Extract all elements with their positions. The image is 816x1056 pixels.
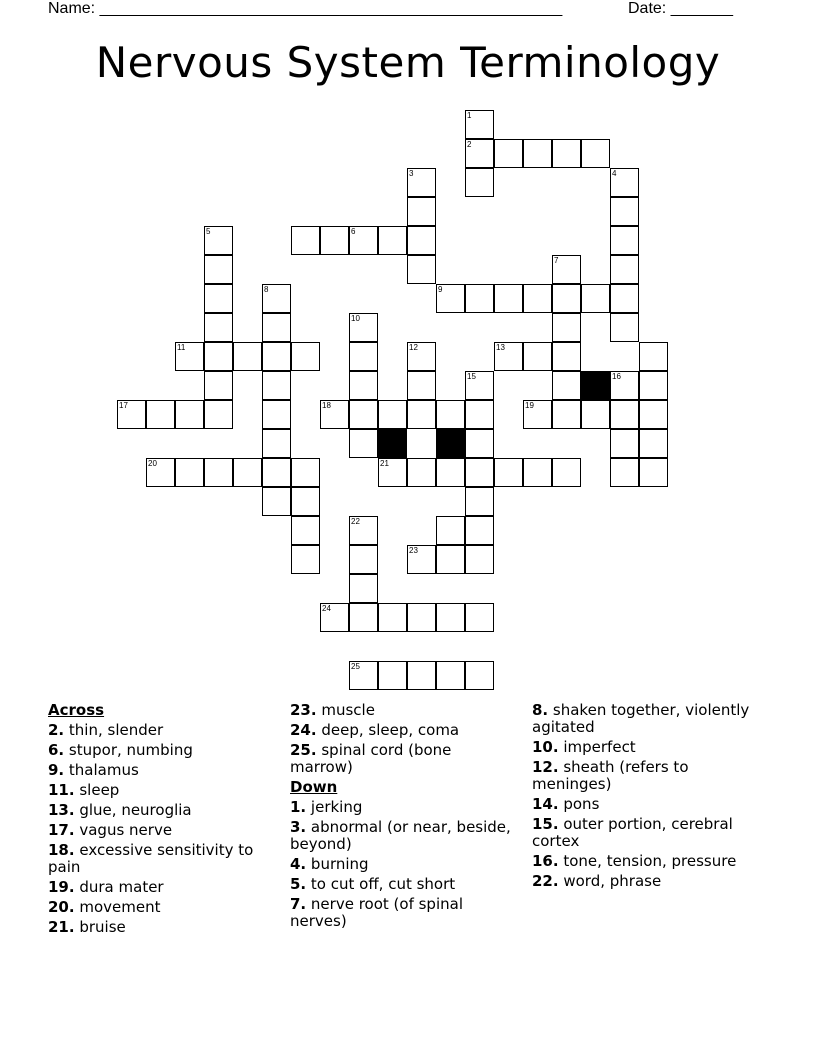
grid-cell[interactable] [233, 342, 262, 371]
grid-cell[interactable] [349, 574, 378, 603]
clue-number: 25. [290, 741, 317, 759]
clue-down-16 [532, 853, 760, 870]
clue-number-label: 8 [264, 285, 269, 294]
clue-text: jerking [310, 798, 363, 816]
clue-across-23 [290, 702, 518, 719]
grid-cell[interactable] [494, 284, 523, 313]
clue-number: 3. [290, 818, 307, 836]
clue-down-15 [532, 816, 760, 850]
grid-cell[interactable] [349, 516, 378, 545]
clue-text: burning [310, 855, 369, 873]
clue-text: dura mater [79, 878, 164, 896]
clue-text: pons [563, 795, 600, 813]
clue-down-14 [532, 796, 760, 813]
clue-number-label: 5 [206, 227, 211, 236]
grid-cell[interactable] [349, 400, 378, 429]
clue-across-20 [48, 899, 276, 916]
grid-cell[interactable] [610, 284, 639, 313]
clue-number-label: 13 [496, 343, 505, 352]
grid-cell[interactable] [262, 429, 291, 458]
clue-text: bruise [79, 918, 126, 936]
black-square [378, 429, 407, 458]
clue-number: 14. [532, 795, 559, 813]
date-line[interactable]: Date: _______ [628, 0, 733, 17]
grid-cell[interactable] [494, 139, 523, 168]
clue-number: 4. [290, 855, 307, 873]
clue-across-13 [48, 802, 276, 819]
clue-down-10 [532, 739, 760, 756]
clue-number: 7. [290, 895, 307, 913]
grid-cell[interactable] [349, 226, 378, 255]
grid-cell[interactable] [465, 110, 494, 139]
clue-down-22 [532, 873, 760, 890]
clue-text: spinal cord (bone marrow) [290, 741, 452, 776]
grid-cell[interactable] [407, 342, 436, 371]
clue-across-2 [48, 722, 276, 739]
grid-cell[interactable] [117, 400, 146, 429]
grid-cell[interactable] [610, 168, 639, 197]
grid-cell[interactable] [639, 342, 668, 371]
grid-cell[interactable] [436, 545, 465, 574]
clues-column-3 [532, 702, 760, 893]
clue-text: stupor, numbing [68, 741, 193, 759]
grid-cell[interactable] [262, 487, 291, 516]
grid-cell[interactable] [407, 400, 436, 429]
clue-number: 2. [48, 721, 65, 739]
grid-cell[interactable] [610, 371, 639, 400]
grid-cell[interactable] [146, 458, 175, 487]
grid-cell[interactable] [349, 313, 378, 342]
clue-number: 16. [532, 852, 559, 870]
grid-cell[interactable] [465, 168, 494, 197]
grid-cell[interactable] [610, 313, 639, 342]
grid-cell[interactable] [175, 458, 204, 487]
grid-cell[interactable] [146, 400, 175, 429]
clue-across-9 [48, 762, 276, 779]
clue-text: outer portion, cerebral cortex [532, 815, 733, 850]
clue-text: word, phrase [563, 872, 662, 890]
clue-number-label: 2 [467, 140, 472, 149]
clue-number-label: 19 [525, 401, 534, 410]
grid-cell[interactable] [610, 458, 639, 487]
grid-cell[interactable] [639, 429, 668, 458]
clue-across-6 [48, 742, 276, 759]
grid-cell[interactable] [552, 313, 581, 342]
black-square [581, 371, 610, 400]
clue-number-label: 9 [438, 285, 443, 294]
clue-number-label: 24 [322, 604, 331, 613]
grid-cell[interactable] [465, 371, 494, 400]
clue-text: shaken together, violently agitated [532, 701, 750, 736]
clue-number-label: 23 [409, 546, 418, 555]
clue-across-11 [48, 782, 276, 799]
clue-across-24 [290, 722, 518, 739]
clue-down-1 [290, 799, 518, 816]
black-square [436, 429, 465, 458]
grid-cell[interactable] [291, 226, 320, 255]
grid-cell[interactable] [233, 458, 262, 487]
grid-cell[interactable] [291, 458, 320, 487]
grid-cell[interactable] [320, 226, 349, 255]
grid-cell[interactable] [523, 139, 552, 168]
grid-cell[interactable] [378, 458, 407, 487]
clue-across-18 [48, 842, 276, 876]
page-title: Nervous System Terminology [95, 38, 721, 87]
grid-cell[interactable] [407, 168, 436, 197]
clue-number: 1. [290, 798, 307, 816]
grid-cell[interactable] [407, 255, 436, 284]
grid-cell[interactable] [349, 545, 378, 574]
grid-cell[interactable] [465, 661, 494, 690]
grid-cell[interactable] [291, 545, 320, 574]
grid-cell[interactable] [407, 226, 436, 255]
grid-cell[interactable] [291, 487, 320, 516]
clue-down-5 [290, 876, 518, 893]
grid-cell[interactable] [610, 400, 639, 429]
clue-number-label: 22 [351, 517, 360, 526]
clue-number-label: 25 [351, 662, 360, 671]
grid-cell[interactable] [262, 342, 291, 371]
clue-number-label: 18 [322, 401, 331, 410]
clue-number-label: 21 [380, 459, 389, 468]
grid-cell[interactable] [552, 400, 581, 429]
grid-cell[interactable] [262, 400, 291, 429]
grid-cell[interactable] [639, 371, 668, 400]
grid-cell[interactable] [175, 400, 204, 429]
grid-cell[interactable] [610, 226, 639, 255]
clue-number: 11. [48, 781, 75, 799]
grid-cell[interactable] [204, 458, 233, 487]
clue-number: 21. [48, 918, 75, 936]
clue-text: tone, tension, pressure [563, 852, 737, 870]
clue-down-4 [290, 856, 518, 873]
grid-cell[interactable] [378, 603, 407, 632]
grid-cell[interactable] [262, 458, 291, 487]
clue-text: abnormal (or near, beside, beyond) [290, 818, 511, 853]
clue-number-label: 7 [554, 256, 559, 265]
grid-cell[interactable] [436, 516, 465, 545]
grid-cell[interactable] [552, 284, 581, 313]
clue-number-label: 12 [409, 343, 418, 352]
grid-cell[interactable] [407, 458, 436, 487]
clue-number: 17. [48, 821, 75, 839]
grid-cell[interactable] [523, 400, 552, 429]
clue-number-label: 1 [467, 111, 472, 120]
grid-cell[interactable] [436, 284, 465, 313]
grid-cell[interactable] [465, 139, 494, 168]
clue-number: 6. [48, 741, 65, 759]
clue-text: muscle [321, 701, 375, 719]
grid-cell[interactable] [639, 458, 668, 487]
grid-cell[interactable] [407, 371, 436, 400]
grid-cell[interactable] [175, 342, 204, 371]
grid-cell[interactable] [523, 458, 552, 487]
grid-cell[interactable] [436, 603, 465, 632]
clue-number: 12. [532, 758, 559, 776]
grid-cell[interactable] [378, 226, 407, 255]
grid-cell[interactable] [204, 284, 233, 313]
grid-cell[interactable] [552, 342, 581, 371]
down-heading: Down [290, 778, 338, 796]
grid-cell[interactable] [204, 255, 233, 284]
grid-cell[interactable] [262, 313, 291, 342]
grid-cell[interactable] [291, 516, 320, 545]
clue-across-25 [290, 742, 518, 776]
grid-cell[interactable] [378, 661, 407, 690]
grid-cell[interactable] [262, 284, 291, 313]
clue-number-label: 4 [612, 169, 617, 178]
grid-cell[interactable] [349, 661, 378, 690]
grid-cell[interactable] [204, 400, 233, 429]
clue-text: thin, slender [68, 721, 164, 739]
clue-number-label: 17 [119, 401, 128, 410]
clue-text: excessive sensitivity to pain [48, 841, 254, 876]
clue-down-12 [532, 759, 760, 793]
clue-number: 18. [48, 841, 75, 859]
clue-number-label: 11 [177, 343, 186, 352]
grid-cell[interactable] [465, 458, 494, 487]
clue-down-3 [290, 819, 518, 853]
clue-text: nerve root (of spinal nerves) [290, 895, 463, 930]
grid-cell[interactable] [465, 487, 494, 516]
grid-cell[interactable] [494, 342, 523, 371]
grid-cell[interactable] [581, 139, 610, 168]
grid-cell[interactable] [465, 400, 494, 429]
grid-cell[interactable] [378, 400, 407, 429]
grid-cell[interactable] [407, 545, 436, 574]
grid-cell[interactable] [581, 284, 610, 313]
clue-number: 15. [532, 815, 559, 833]
name-line[interactable]: Name: ____________________________________________________ [48, 0, 563, 17]
grid-cell[interactable] [320, 603, 349, 632]
grid-cell[interactable] [610, 197, 639, 226]
clue-number-label: 10 [351, 314, 360, 323]
grid-cell[interactable] [639, 400, 668, 429]
grid-cell[interactable] [465, 603, 494, 632]
grid-cell[interactable] [204, 342, 233, 371]
clue-text: sheath (refers to meninges) [532, 758, 689, 793]
clue-text: thalamus [68, 761, 139, 779]
grid-cell[interactable] [581, 400, 610, 429]
clue-number: 24. [290, 721, 317, 739]
clue-down-7 [290, 896, 518, 930]
clue-number: 22. [532, 872, 559, 890]
clues-column-2 [290, 702, 518, 933]
grid-cell[interactable] [552, 255, 581, 284]
grid-cell[interactable] [465, 429, 494, 458]
clue-number: 20. [48, 898, 75, 916]
grid-cell[interactable] [204, 371, 233, 400]
clue-number: 9. [48, 761, 65, 779]
grid-cell[interactable] [407, 603, 436, 632]
clue-number: 5. [290, 875, 307, 893]
grid-cell[interactable] [349, 371, 378, 400]
clue-number: 19. [48, 878, 75, 896]
grid-cell[interactable] [204, 313, 233, 342]
grid-cell[interactable] [262, 371, 291, 400]
clue-text: deep, sleep, coma [321, 721, 460, 739]
grid-cell[interactable] [610, 429, 639, 458]
clue-down-8 [532, 702, 760, 736]
clue-text: sleep [79, 781, 120, 799]
clue-number: 13. [48, 801, 75, 819]
grid-cell[interactable] [204, 226, 233, 255]
across-heading: Across [48, 701, 105, 719]
clue-number: 8. [532, 701, 549, 719]
grid-cell[interactable] [407, 197, 436, 226]
clue-text: movement [79, 898, 161, 916]
clue-number-label: 20 [148, 459, 157, 468]
clue-text: glue, neuroglia [79, 801, 192, 819]
grid-cell[interactable] [552, 458, 581, 487]
clue-number-label: 6 [351, 227, 356, 236]
grid-cell[interactable] [523, 342, 552, 371]
grid-cell[interactable] [465, 516, 494, 545]
clue-text: imperfect [563, 738, 636, 756]
grid-cell[interactable] [436, 458, 465, 487]
clue-across-19 [48, 879, 276, 896]
clues-column-1 [48, 702, 276, 939]
grid-cell[interactable] [610, 255, 639, 284]
grid-cell[interactable] [349, 603, 378, 632]
grid-cell[interactable] [523, 284, 552, 313]
clue-number-label: 15 [467, 372, 476, 381]
grid-cell[interactable] [349, 342, 378, 371]
grid-cell[interactable] [436, 400, 465, 429]
clue-number-label: 3 [409, 169, 414, 178]
grid-cell[interactable] [552, 371, 581, 400]
clue-number: 10. [532, 738, 559, 756]
grid-cell[interactable] [349, 429, 378, 458]
grid-cell[interactable] [407, 661, 436, 690]
clue-across-17 [48, 822, 276, 839]
grid-cell[interactable] [291, 342, 320, 371]
grid-cell[interactable] [465, 545, 494, 574]
grid-cell[interactable] [465, 284, 494, 313]
clue-across-21 [48, 919, 276, 936]
clue-number: 23. [290, 701, 317, 719]
clue-number-label: 16 [612, 372, 621, 381]
grid-cell[interactable] [436, 661, 465, 690]
grid-cell[interactable] [320, 400, 349, 429]
grid-cell[interactable] [552, 139, 581, 168]
clue-text: to cut off, cut short [310, 875, 456, 893]
grid-cell[interactable] [494, 458, 523, 487]
clue-text: vagus nerve [79, 821, 173, 839]
